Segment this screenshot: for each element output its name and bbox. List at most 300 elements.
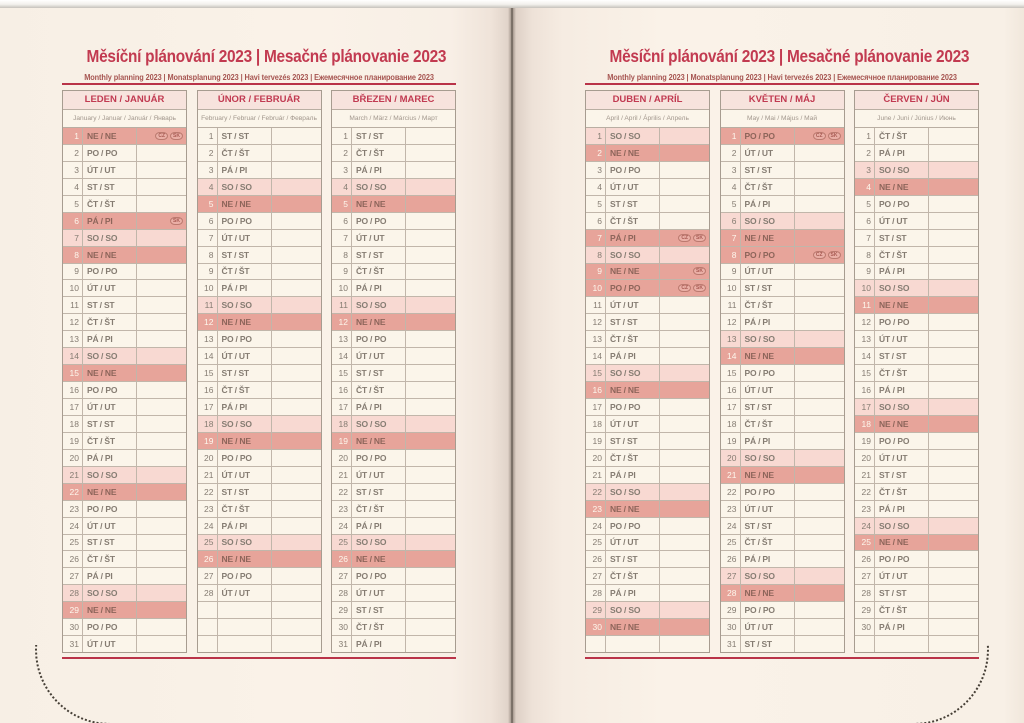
day-row xyxy=(855,467,978,484)
day-row xyxy=(586,162,709,179)
day-name-cell: SO / SO xyxy=(741,450,795,466)
day-name-cell: ÚT / UT xyxy=(875,213,929,229)
day-number-cell: 8 xyxy=(332,247,352,263)
notes-cell xyxy=(660,518,709,534)
notes-cell xyxy=(272,348,321,364)
notes-cell xyxy=(929,365,978,381)
day-row xyxy=(332,247,455,264)
day-name-cell: SO / SO xyxy=(606,602,660,618)
notes-cell xyxy=(929,518,978,534)
day-row xyxy=(332,416,455,433)
day-name-cell: SO / SO xyxy=(83,348,137,364)
notes-cell xyxy=(795,585,844,601)
month-languages: March / März / Március / Март xyxy=(332,110,455,128)
day-name-cell: NE / NE xyxy=(875,416,929,432)
day-name-cell: PO / PO xyxy=(606,518,660,534)
day-name-cell: PÁ / PI xyxy=(83,450,137,466)
day-number-cell: 1 xyxy=(332,128,352,144)
notes-cell xyxy=(660,314,709,330)
day-number-cell: 3 xyxy=(63,162,83,178)
notes-cell xyxy=(406,365,455,381)
day-number-cell: 14 xyxy=(721,348,741,364)
day-name-cell: NE / NE xyxy=(741,467,795,483)
month-languages: May / Mai / Május / Май xyxy=(721,110,844,128)
day-number-cell: 2 xyxy=(586,145,606,161)
month-header: KVĚTEN / MÁJ xyxy=(721,91,844,110)
day-name-cell: ÚT / UT xyxy=(83,518,137,534)
day-name-cell: ST / ST xyxy=(352,602,406,618)
day-name-cell: PÁ / PI xyxy=(875,619,929,635)
notes-cell xyxy=(137,297,186,313)
day-name-cell: PO / PO xyxy=(741,602,795,618)
day-row xyxy=(721,433,844,450)
notes-cell xyxy=(272,467,321,483)
day-row xyxy=(198,382,321,399)
day-number-cell: 24 xyxy=(332,518,352,534)
notes-cell xyxy=(272,450,321,466)
day-number-cell: 5 xyxy=(63,196,83,212)
day-row xyxy=(855,484,978,501)
day-name-cell: NE / NE xyxy=(83,247,137,263)
notes-cell xyxy=(406,602,455,618)
month-body xyxy=(855,128,978,652)
day-row xyxy=(198,416,321,433)
day-name-cell: ČT / ŠT xyxy=(606,568,660,584)
notes-cell xyxy=(660,162,709,178)
day-name-cell: ÚT / UT xyxy=(741,382,795,398)
day-number-cell: 27 xyxy=(198,568,218,584)
day-row xyxy=(332,162,455,179)
day-number-cell: 2 xyxy=(855,145,875,161)
notes-cell xyxy=(660,484,709,500)
day-row xyxy=(198,518,321,535)
day-number-cell: 8 xyxy=(198,247,218,263)
day-name-cell: NE / NE xyxy=(218,551,272,567)
day-row xyxy=(721,162,844,179)
day-number-cell: 23 xyxy=(198,501,218,517)
day-row xyxy=(332,264,455,281)
day-name-cell: ST / ST xyxy=(741,162,795,178)
day-name-cell: NE / NE xyxy=(875,535,929,551)
day-row xyxy=(855,179,978,196)
day-row xyxy=(63,145,186,162)
notes-cell xyxy=(406,382,455,398)
day-name-cell: NE / NE xyxy=(352,314,406,330)
day-row xyxy=(63,568,186,585)
notes-cell xyxy=(660,230,709,246)
day-number-cell: 13 xyxy=(198,331,218,347)
day-number-cell xyxy=(198,602,218,618)
day-row xyxy=(63,535,186,552)
notes-cell xyxy=(795,416,844,432)
day-name-cell: ČT / ŠT xyxy=(83,314,137,330)
day-row xyxy=(198,636,321,652)
day-row xyxy=(332,433,455,450)
month-languages: June / Juni / Június / Июнь xyxy=(855,110,978,128)
day-name-cell: NE / NE xyxy=(352,196,406,212)
day-number-cell: 12 xyxy=(855,314,875,330)
day-name-cell: ČT / ŠT xyxy=(352,264,406,280)
notes-cell xyxy=(929,484,978,500)
day-number-cell: 26 xyxy=(586,551,606,567)
day-number-cell: 20 xyxy=(332,450,352,466)
page-title-block xyxy=(585,46,979,85)
month-body xyxy=(198,128,321,652)
day-name-cell: SO / SO xyxy=(606,365,660,381)
day-number-cell: 25 xyxy=(721,535,741,551)
day-number-cell: 2 xyxy=(63,145,83,161)
day-row xyxy=(855,145,978,162)
notes-cell xyxy=(406,416,455,432)
day-row xyxy=(586,213,709,230)
day-number-cell: 20 xyxy=(198,450,218,466)
day-name-cell: PÁ / PI xyxy=(83,331,137,347)
day-row xyxy=(855,585,978,602)
notes-cell xyxy=(660,433,709,449)
day-name-cell: SO / SO xyxy=(875,518,929,534)
day-row xyxy=(63,196,186,213)
notes-cell xyxy=(929,213,978,229)
day-number-cell: 24 xyxy=(721,518,741,534)
day-name-cell: NE / NE xyxy=(741,585,795,601)
day-row xyxy=(63,297,186,314)
day-row xyxy=(198,162,321,179)
day-name-cell: NE / NE xyxy=(606,382,660,398)
notes-cell xyxy=(929,297,978,313)
day-name-cell: PO / PO xyxy=(83,145,137,161)
day-row xyxy=(855,331,978,348)
day-name-cell: PÁ / PI xyxy=(741,196,795,212)
day-name-cell: ST / ST xyxy=(741,636,795,652)
notes-cell xyxy=(660,636,709,652)
notes-cell xyxy=(795,348,844,364)
day-row xyxy=(721,467,844,484)
day-name-cell: ČT / ŠT xyxy=(352,501,406,517)
holiday-badge-cz-icon: CZ xyxy=(813,132,826,140)
notes-cell xyxy=(406,128,455,144)
page-title-block xyxy=(62,46,456,85)
day-row xyxy=(63,280,186,297)
day-number-cell: 7 xyxy=(855,230,875,246)
day-name-cell: ST / ST xyxy=(606,314,660,330)
day-name-cell: ÚT / UT xyxy=(218,348,272,364)
notes-cell xyxy=(795,314,844,330)
notes-cell xyxy=(406,196,455,212)
day-number-cell: 26 xyxy=(855,551,875,567)
day-number-cell: 20 xyxy=(855,450,875,466)
day-number-cell: 9 xyxy=(63,264,83,280)
notes-cell xyxy=(406,162,455,178)
day-row xyxy=(855,416,978,433)
day-row xyxy=(198,467,321,484)
day-number-cell: 25 xyxy=(63,535,83,551)
day-row xyxy=(721,382,844,399)
notes-cell xyxy=(406,213,455,229)
notes-cell xyxy=(137,162,186,178)
day-number-cell: 16 xyxy=(198,382,218,398)
day-name-cell: PO / PO xyxy=(741,128,795,144)
notes-cell xyxy=(137,348,186,364)
month-header: DUBEN / APRÍL xyxy=(586,91,709,110)
day-number-cell: 22 xyxy=(198,484,218,500)
day-number-cell: 9 xyxy=(855,264,875,280)
day-number-cell: 19 xyxy=(586,433,606,449)
day-name-cell xyxy=(218,602,272,618)
notes-cell xyxy=(795,602,844,618)
day-number-cell: 29 xyxy=(332,602,352,618)
notes-cell xyxy=(795,484,844,500)
day-name-cell: ÚT / UT xyxy=(83,280,137,296)
day-name-cell: SO / SO xyxy=(83,467,137,483)
day-number-cell: 22 xyxy=(332,484,352,500)
day-number-cell: 2 xyxy=(721,145,741,161)
day-name-cell: ČT / ŠT xyxy=(352,382,406,398)
day-row xyxy=(198,450,321,467)
notes-cell xyxy=(272,535,321,551)
notes-cell xyxy=(929,247,978,263)
day-name-cell: NE / NE xyxy=(352,433,406,449)
day-name-cell: ČT / ŠT xyxy=(741,416,795,432)
day-number-cell: 14 xyxy=(586,348,606,364)
notes-cell xyxy=(660,501,709,517)
day-name-cell: ÚT / UT xyxy=(352,230,406,246)
day-number-cell: 25 xyxy=(332,535,352,551)
month-body xyxy=(332,128,455,652)
day-row xyxy=(586,382,709,399)
notes-cell xyxy=(406,467,455,483)
day-number-cell: 31 xyxy=(332,636,352,652)
notes-cell xyxy=(272,602,321,618)
day-number-cell: 15 xyxy=(198,365,218,381)
notes-cell xyxy=(795,162,844,178)
day-name-cell: ČT / ŠT xyxy=(741,297,795,313)
day-number-cell: 15 xyxy=(332,365,352,381)
day-number-cell: 26 xyxy=(721,551,741,567)
day-row xyxy=(855,602,978,619)
holiday-badge-cz-icon: CZ xyxy=(813,251,826,259)
notes-cell xyxy=(929,602,978,618)
day-row xyxy=(586,535,709,552)
notes-cell xyxy=(137,501,186,517)
day-number-cell: 27 xyxy=(332,568,352,584)
day-row xyxy=(721,619,844,636)
day-name-cell: ÚT / UT xyxy=(83,399,137,415)
day-name-cell: PÁ / PI xyxy=(875,501,929,517)
notes-cell xyxy=(660,196,709,212)
notes-cell xyxy=(795,450,844,466)
day-name-cell: ČT / ŠT xyxy=(218,264,272,280)
notes-cell xyxy=(660,297,709,313)
day-name-cell: NE / NE xyxy=(83,484,137,500)
day-number-cell: 4 xyxy=(855,179,875,195)
notes-cell xyxy=(660,247,709,263)
notes-cell xyxy=(929,264,978,280)
day-name-cell: PO / PO xyxy=(606,280,660,296)
day-row xyxy=(198,179,321,196)
day-row xyxy=(586,467,709,484)
day-number-cell: 14 xyxy=(198,348,218,364)
day-number-cell: 17 xyxy=(586,399,606,415)
day-row xyxy=(855,433,978,450)
notes-cell xyxy=(406,551,455,567)
day-name-cell: SO / SO xyxy=(83,230,137,246)
day-name-cell: ÚT / UT xyxy=(875,568,929,584)
day-row xyxy=(855,348,978,365)
day-number-cell: 22 xyxy=(721,484,741,500)
day-number-cell: 18 xyxy=(332,416,352,432)
day-number-cell: 13 xyxy=(855,331,875,347)
notes-cell xyxy=(795,636,844,652)
day-row xyxy=(721,416,844,433)
day-number-cell: 15 xyxy=(855,365,875,381)
notes-cell xyxy=(137,568,186,584)
day-number-cell: 5 xyxy=(332,196,352,212)
day-name-cell: NE / NE xyxy=(875,179,929,195)
day-name-cell: ST / ST xyxy=(83,535,137,551)
notes-cell xyxy=(660,348,709,364)
notes-cell xyxy=(272,128,321,144)
perforation-arc-icon xyxy=(35,645,112,723)
notes-cell xyxy=(137,230,186,246)
day-number-cell: 16 xyxy=(332,382,352,398)
day-number-cell: 30 xyxy=(586,619,606,635)
day-row xyxy=(855,213,978,230)
day-row xyxy=(63,433,186,450)
day-row xyxy=(721,535,844,552)
day-row xyxy=(586,297,709,314)
notes-cell xyxy=(929,314,978,330)
day-number-cell: 24 xyxy=(855,518,875,534)
month-table-january xyxy=(62,90,187,653)
notes-cell xyxy=(660,213,709,229)
day-name-cell: ÚT / UT xyxy=(875,450,929,466)
day-name-cell: PO / PO xyxy=(741,365,795,381)
day-name-cell: PÁ / PI xyxy=(83,213,137,229)
day-row xyxy=(855,196,978,213)
day-name-cell xyxy=(218,636,272,652)
day-number-cell: 9 xyxy=(721,264,741,280)
holiday-badge-sk-icon: SK xyxy=(693,234,706,242)
day-number-cell: 26 xyxy=(332,551,352,567)
day-row xyxy=(855,128,978,145)
notes-cell xyxy=(929,416,978,432)
notes-cell xyxy=(795,467,844,483)
day-number-cell: 3 xyxy=(855,162,875,178)
notes-cell xyxy=(137,636,186,652)
notes-cell xyxy=(137,280,186,296)
notes-cell xyxy=(272,247,321,263)
day-row xyxy=(586,399,709,416)
notes-cell xyxy=(137,416,186,432)
day-name-cell: ÚT / UT xyxy=(741,145,795,161)
day-row xyxy=(63,162,186,179)
day-name-cell: NE / NE xyxy=(83,365,137,381)
day-number-cell: 21 xyxy=(332,467,352,483)
day-number-cell: 15 xyxy=(721,365,741,381)
title-rule xyxy=(62,83,456,85)
month-table-june xyxy=(854,90,979,653)
day-name-cell: PO / PO xyxy=(352,568,406,584)
notes-cell xyxy=(660,128,709,144)
notes-cell xyxy=(660,585,709,601)
day-name-cell: PÁ / PI xyxy=(606,585,660,601)
notes-cell xyxy=(929,551,978,567)
day-row xyxy=(721,602,844,619)
day-name-cell: ČT / ŠT xyxy=(218,145,272,161)
day-name-cell: ČT / ŠT xyxy=(606,331,660,347)
perforation-arc-icon xyxy=(912,645,989,723)
day-number-cell: 16 xyxy=(63,382,83,398)
notes-cell xyxy=(406,348,455,364)
day-name-cell: ÚT / UT xyxy=(741,264,795,280)
day-row xyxy=(332,467,455,484)
day-number-cell: 6 xyxy=(198,213,218,229)
notes-cell xyxy=(272,365,321,381)
notes-cell xyxy=(272,331,321,347)
day-row xyxy=(198,128,321,145)
day-name-cell: PO / PO xyxy=(218,450,272,466)
notes-cell xyxy=(929,501,978,517)
day-number-cell: 14 xyxy=(855,348,875,364)
notes-cell xyxy=(272,585,321,601)
day-row xyxy=(198,314,321,331)
day-row xyxy=(63,179,186,196)
day-number-cell: 24 xyxy=(586,518,606,534)
title-rule xyxy=(585,83,979,85)
day-name-cell: ST / ST xyxy=(875,348,929,364)
day-number-cell: 21 xyxy=(586,467,606,483)
day-row xyxy=(586,331,709,348)
notes-cell xyxy=(272,145,321,161)
corner-perforation-left xyxy=(0,645,112,723)
day-number-cell: 2 xyxy=(332,145,352,161)
notes-cell xyxy=(929,467,978,483)
notes-cell xyxy=(272,264,321,280)
day-name-cell: ÚT / UT xyxy=(218,230,272,246)
day-number-cell: 18 xyxy=(586,416,606,432)
day-number-cell: 6 xyxy=(63,213,83,229)
notes-cell xyxy=(272,179,321,195)
day-number-cell: 8 xyxy=(855,247,875,263)
notes-cell xyxy=(272,314,321,330)
day-row xyxy=(855,518,978,535)
day-number-cell: 21 xyxy=(855,467,875,483)
day-name-cell: SO / SO xyxy=(218,535,272,551)
notes-cell xyxy=(660,535,709,551)
holiday-badge-cz-icon: CZ xyxy=(155,132,168,140)
day-row xyxy=(721,280,844,297)
notes-cell xyxy=(660,365,709,381)
notes-cell xyxy=(795,382,844,398)
day-number-cell: 11 xyxy=(332,297,352,313)
day-row xyxy=(721,450,844,467)
day-number-cell: 15 xyxy=(586,365,606,381)
notes-cell xyxy=(795,535,844,551)
day-row xyxy=(198,399,321,416)
day-row xyxy=(332,501,455,518)
notes-cell xyxy=(795,196,844,212)
day-number-cell: 27 xyxy=(855,568,875,584)
day-row xyxy=(332,196,455,213)
day-name-cell: NE / NE xyxy=(741,230,795,246)
notes-cell xyxy=(406,230,455,246)
day-number-cell: 23 xyxy=(63,501,83,517)
notes-cell xyxy=(272,230,321,246)
day-number-cell: 27 xyxy=(721,568,741,584)
day-row xyxy=(586,179,709,196)
day-number-cell: 11 xyxy=(63,297,83,313)
notes-cell xyxy=(272,518,321,534)
